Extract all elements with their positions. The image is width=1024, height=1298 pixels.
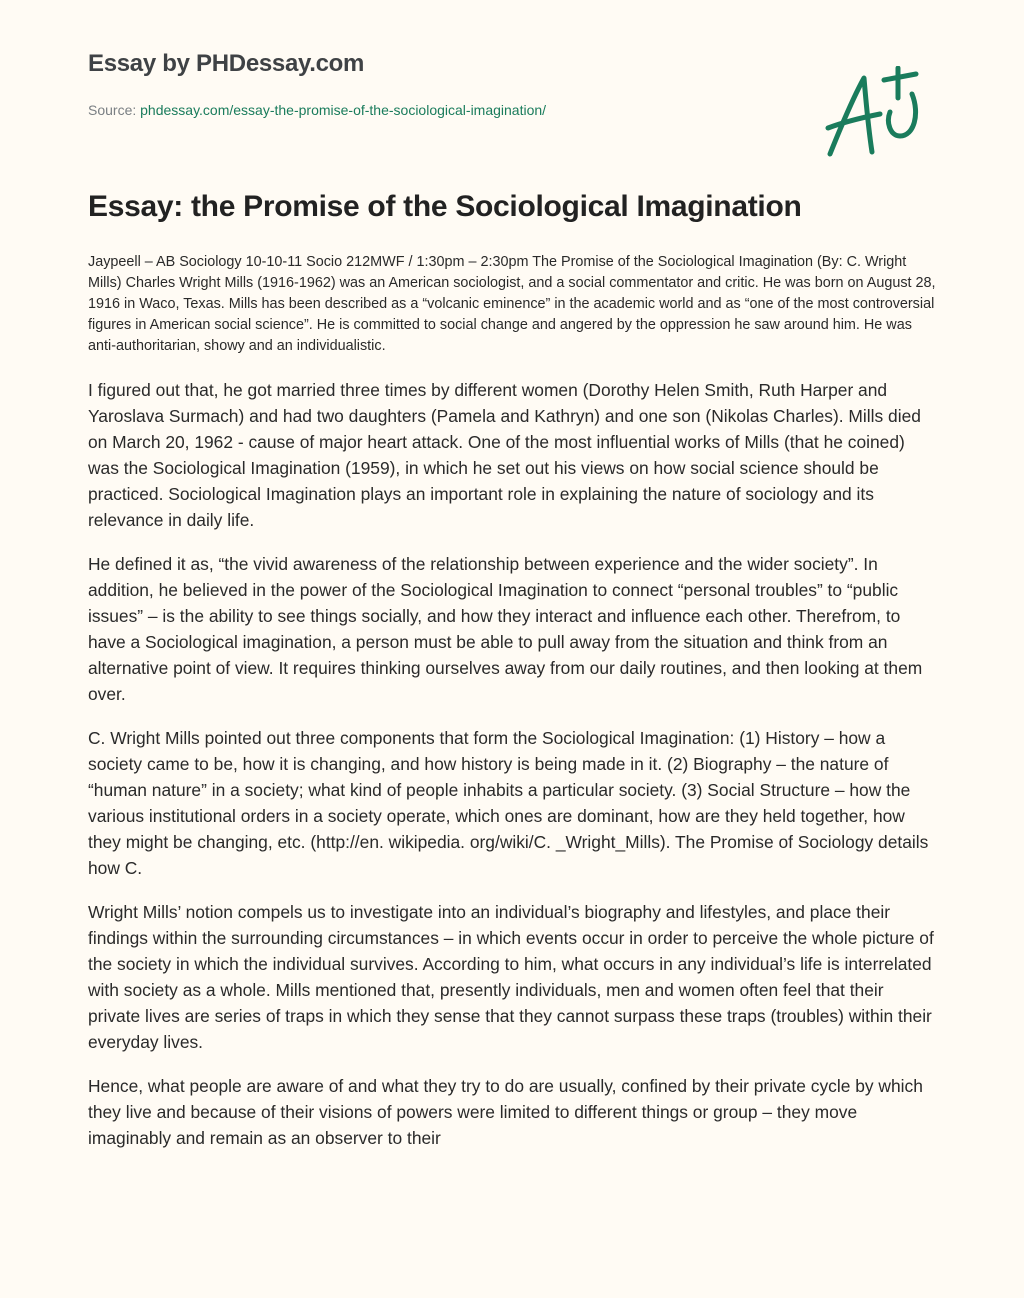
source-label: Source: bbox=[88, 102, 137, 118]
body-paragraph: Hence, what people are aware of and what they try to do are usually, confined by their private cycle by which they live and because of their visions of powers were limited to different things or group – they move imaginably and remain as an observer to their bbox=[88, 1076, 923, 1148]
a-plus-logo-icon bbox=[820, 66, 930, 162]
body-paragraph: I figured out that, he got married three times by different women (Dorothy Helen Smith, Ruth Harper and Yaroslava Surmach) and had two daughters (Pamela and Kathryn) and one son (Nikolas Charles). Mills died on March 20, 1962 - cause of major heart attack. One of the most influential works of Mills (that he coined) was the Sociological Imagination (1959), in which he set out his views on how social science should be practiced. Sociological Imagination plays an important role in explaining the nature of sociology and its relevance in daily life. bbox=[88, 380, 921, 530]
brand-title: Essay by PHDessay.com bbox=[88, 50, 365, 77]
source-line bbox=[88, 102, 546, 118]
article-title: Essay: the Promise of the Sociological Imagination bbox=[88, 190, 802, 223]
body-paragraph: He defined it as, “the vivid awareness of the relationship between experience and the wider society”. In addition, he believed in the power of the Sociological Imagination to connect “personal troubles” to “public issues” – is the ability to see things socially, and how they interact and influence each other. Therefrom, to have a Sociological imagination, a person must be able to pull away from the situation and think from an alternative point of view. It requires thinking ourselves away from our daily routines, and then looking at them over. bbox=[88, 554, 923, 704]
body-paragraph: Wright Mills’ notion compels us to investigate into an individual’s biography and lifestyles, and place their findings within the surrounding circumstances – in which events occur in order to perceive the whole picture of the society in which the individual survives. According to him, what occurs in any individual’s life is interrelated with society as a whole. Mills mentioned that, presently individuals, men and women often feel that their private lives are series of traps in which they sense that they cannot surpass these traps (troubles) within their everyday lives. bbox=[88, 902, 934, 1052]
article-body bbox=[88, 252, 938, 1298]
intro-paragraph: Jaypeell – AB Sociology 10-10-11 Socio 212MWF / 1:30pm – 2:30pm The Promise of the Sociological Imagination (By: C. Wright Mills) Charles Wright Mills (1916-1962) was an American sociologist, and a social commentator and critic. He was born on August 28, 1916 in Waco, Texas. Mills has been described as a “volcanic eminence” in the academic world and as “one of the most controversial figures in American social science”. He is committed to social change and angered by the oppression he saw around him. He was anti-authoritarian, showy and an individualistic. bbox=[88, 254, 936, 354]
body-paragraph: C. Wright Mills pointed out three components that form the Sociological Imagination: (1) History – how a society came to be, how it is changing, and how history is being made in it. (2) Biography – the nature of “human nature” in a society; what kind of people inhabits a particular society. (3) Social Structure – how the various institutional orders in a society operate, which ones are dominant, how are they held together, how they might be changing, etc. (http://en. wikipedia. org/wiki/C. _Wright_Mills). The Promise of Sociology details how C. bbox=[88, 728, 929, 878]
source-link[interactable]: phdessay.com/essay-the-promise-of-the-sociological-imagination/ bbox=[140, 102, 547, 118]
